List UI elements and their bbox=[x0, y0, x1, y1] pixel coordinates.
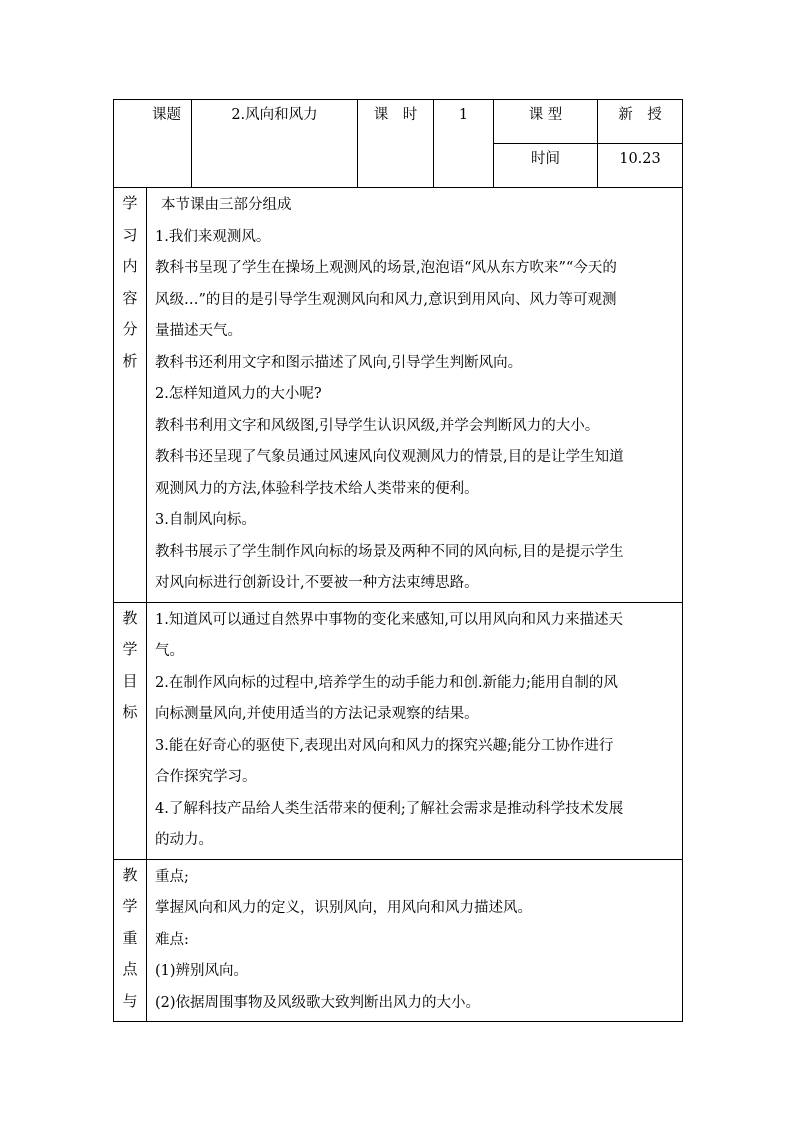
title-value: 2.风向和风力 bbox=[192, 100, 358, 188]
section-body-content-analysis bbox=[147, 188, 683, 603]
text-line: 教科书还利用文字和图示描述了风向,引导学生判断风向。 bbox=[155, 354, 523, 371]
text-line: 难点: bbox=[155, 931, 189, 948]
lesson-plan-table bbox=[113, 99, 683, 1022]
section-body-key-points bbox=[147, 859, 683, 1022]
type-label: 课 型 bbox=[494, 100, 598, 144]
text-line: 教科书展示了学生制作风向标的场景及两种不同的风向标,目的是提示学生 bbox=[155, 543, 624, 560]
text-line: 风级…”的目的是引导学生观测风向和风力,意识到用风向、风力等可观测 bbox=[155, 291, 617, 308]
text-line: 合作探究学习。 bbox=[155, 769, 257, 785]
text-line: 对风向标进行创新设计,不要被一种方法束缚思路。 bbox=[155, 575, 479, 591]
text-line: 的动力。 bbox=[155, 832, 213, 848]
header-row-1 bbox=[114, 100, 683, 144]
text-line: 2.怎样知道风力的大小呢? bbox=[155, 386, 322, 402]
text-line: 教科书还呈现了气象员通过风速风向仪观测风力的情景,目的是让学生知道 bbox=[155, 449, 624, 465]
section-key-points bbox=[114, 859, 683, 1022]
time-value: 10.23 bbox=[598, 144, 683, 188]
text-line: 3.自制风向标。 bbox=[155, 512, 256, 528]
title-label: 课题 bbox=[152, 107, 181, 123]
period-value: 1 bbox=[434, 100, 494, 188]
text-line: 气。 bbox=[155, 643, 184, 659]
text-line: 4.了解科技产品给人类生活带来的便利;了解社会需求是推动科学技术发展 bbox=[155, 800, 624, 817]
time-label: 时间 bbox=[494, 144, 598, 188]
text-line: 3.能在好奇心的驱使下,表现出对风向和风力的探究兴趣;能分工协作进行 bbox=[155, 737, 614, 754]
period-label: 课 时 bbox=[358, 100, 434, 188]
text-line: 1.我们来观测风。 bbox=[155, 228, 271, 245]
text-line: 向标测量风向,并使用适当的方法记录观察的结果。 bbox=[155, 706, 479, 722]
text-line: 教科书呈现了学生在操场上观测风的场景,泡泡语“风从东方吹来”“今天的 bbox=[155, 260, 617, 276]
section-label-content-analysis: 学 习 内 容 分 析 bbox=[114, 188, 147, 603]
text-line: 1.知道风可以通过自然界中事物的变化来感知,可以用风向和风力来描述天 bbox=[155, 611, 623, 628]
text-line: 观测风力的方法,体验科学技术给人类带来的便利。 bbox=[155, 480, 479, 497]
title-label-cell bbox=[114, 100, 192, 188]
text-line: 量描述天气。 bbox=[155, 323, 242, 339]
section-body-teaching-goals bbox=[147, 602, 683, 859]
section-label-key-points: 教 学 重 点 与 bbox=[114, 859, 147, 1022]
section-content-analysis bbox=[114, 188, 683, 603]
text-line: 掌握风向和风力的定义，识别风向，用风向和风力描述风。 bbox=[155, 900, 532, 916]
text-line: 2.在制作风向标的过程中,培养学生的动手能力和创.新能力;能用自制的风 bbox=[155, 674, 618, 691]
section-label-teaching-goals: 教 学 目 标 bbox=[114, 602, 147, 859]
section-teaching-goals bbox=[114, 602, 683, 859]
text-line: 本节课由三部分组成 bbox=[161, 197, 292, 213]
text-line: 教科书利用文字和风级图,引导学生认识风级,并学会判断风力的大小。 bbox=[155, 417, 600, 434]
text-line: (1)辨别风向。 bbox=[155, 963, 249, 979]
type-value: 新 授 bbox=[598, 100, 683, 144]
text-line: (2)依据周围事物及风级歌大致判断出风力的大小。 bbox=[155, 994, 481, 1011]
text-line: 重点; bbox=[155, 868, 189, 885]
